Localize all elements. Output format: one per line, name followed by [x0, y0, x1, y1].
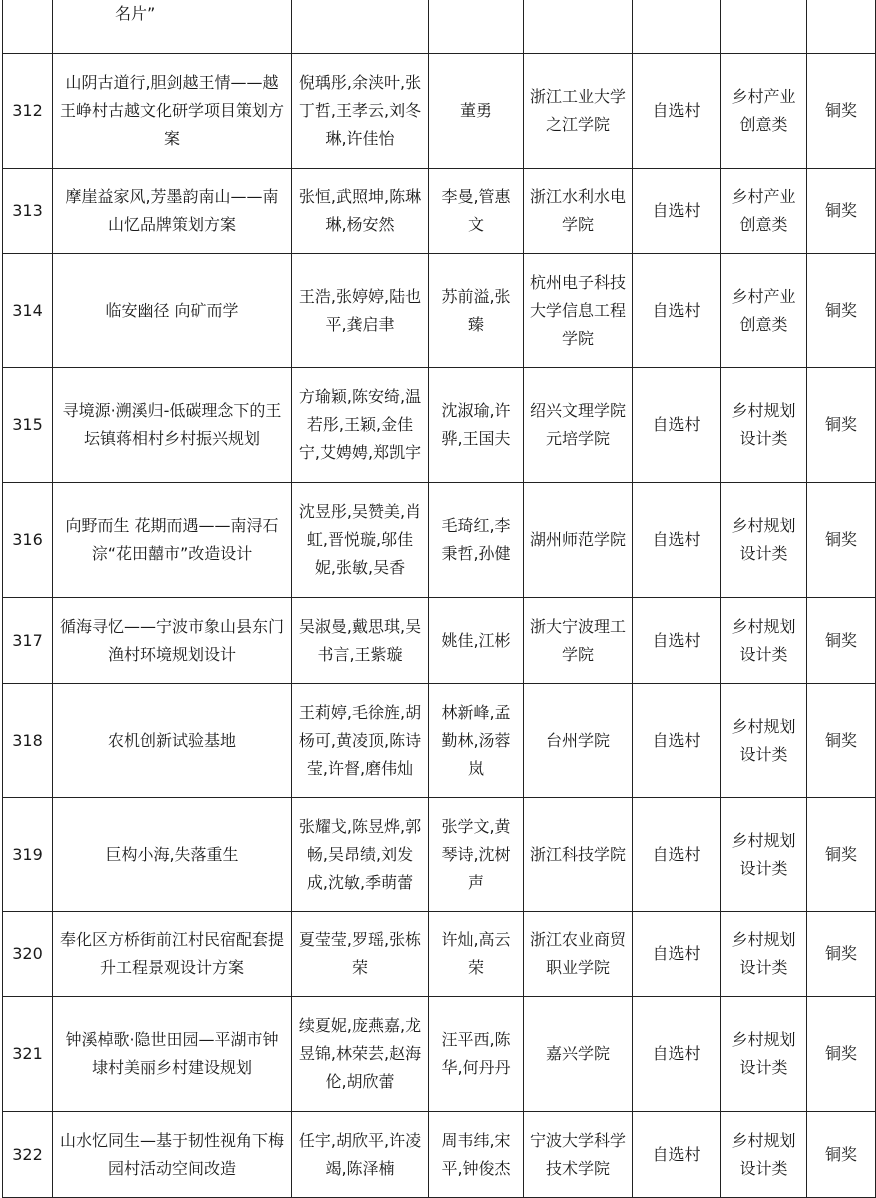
teachers-cell: 周韦纬,宋平,钟俊杰 — [429, 1112, 524, 1198]
school-cell: 宁波大学科学技术学院 — [524, 1112, 633, 1198]
category-cell: 乡村规划设计类 — [721, 912, 807, 997]
school-cell — [524, 0, 633, 54]
category-cell: 乡村规划设计类 — [721, 798, 807, 912]
prize-cell: 铜奖 — [807, 54, 876, 169]
project-title-cell: 寻境源·溯溪归-低碳理念下的王坛镇蒋相村乡村振兴规划 — [53, 368, 292, 483]
table-row — [3, 254, 876, 368]
village-type-cell: 自选村 — [633, 54, 721, 169]
students-cell: 吴淑曼,戴思琪,吴书言,王紫璇 — [292, 598, 429, 684]
school-cell: 绍兴文理学院元培学院 — [524, 368, 633, 483]
category-cell: 乡村规划设计类 — [721, 997, 807, 1112]
row-number-cell: 319 — [3, 798, 53, 912]
table-row — [3, 684, 876, 798]
row-number-cell: 314 — [3, 254, 53, 368]
prize-cell: 铜奖 — [807, 368, 876, 483]
awards-table — [2, 0, 876, 1198]
row-number-cell: 321 — [3, 997, 53, 1112]
category-cell: 乡村规划设计类 — [721, 368, 807, 483]
teachers-cell: 许灿,高云荣 — [429, 912, 524, 997]
project-title-cell: 奉化区方桥街前江村民宿配套提升工程景观设计方案 — [53, 912, 292, 997]
category-cell: 乡村产业创意类 — [721, 169, 807, 254]
school-cell: 浙大宁波理工学院 — [524, 598, 633, 684]
students-cell: 方瑜颖,陈安绮,温若彤,王颖,金佳宁,艾娉娉,郑凯宇 — [292, 368, 429, 483]
teachers-cell: 汪平西,陈华,何丹丹 — [429, 997, 524, 1112]
row-number-cell: 312 — [3, 54, 53, 169]
school-cell: 台州学院 — [524, 684, 633, 798]
prize-cell: 铜奖 — [807, 684, 876, 798]
students-cell: 沈昱彤,吴赞美,肖虹,晋悦璇,邬佳妮,张敏,吴香 — [292, 483, 429, 598]
students-cell — [292, 0, 429, 54]
village-type-cell: 自选村 — [633, 684, 721, 798]
project-title-cell: 循海寻忆——宁波市象山县东门渔村环境规划设计 — [53, 598, 292, 684]
students-cell: 倪瑀彤,余浃叶,张丁哲,王孝云,刘冬琳,许佳怡 — [292, 54, 429, 169]
prize-cell: 铜奖 — [807, 254, 876, 368]
school-cell: 嘉兴学院 — [524, 997, 633, 1112]
village-type-cell: 自选村 — [633, 483, 721, 598]
school-cell: 浙江水利水电学院 — [524, 169, 633, 254]
village-type-cell: 自选村 — [633, 1112, 721, 1198]
table-row — [3, 483, 876, 598]
project-title-cell: 农机创新试验基地 — [53, 684, 292, 798]
teachers-cell: 苏前溢,张臻 — [429, 254, 524, 368]
table-row — [3, 1112, 876, 1198]
students-cell: 王莉婷,毛徐旌,胡杨可,黄凌顶,陈诗莹,许督,磨伟灿 — [292, 684, 429, 798]
table-row — [3, 598, 876, 684]
prize-cell: 铜奖 — [807, 912, 876, 997]
table-row — [3, 997, 876, 1112]
category-cell: 乡村规划设计类 — [721, 598, 807, 684]
prize-cell: 铜奖 — [807, 1112, 876, 1198]
project-title-cell: 巨构小海,失落重生 — [53, 798, 292, 912]
teachers-cell: 董勇 — [429, 54, 524, 169]
table-row — [3, 798, 876, 912]
table-row — [3, 912, 876, 997]
students-cell: 夏莹莹,罗瑶,张栋荣 — [292, 912, 429, 997]
teachers-cell: 李曼,管惠文 — [429, 169, 524, 254]
school-cell: 湖州师范学院 — [524, 483, 633, 598]
row-number-cell — [3, 0, 53, 54]
row-number-cell: 318 — [3, 684, 53, 798]
prize-cell: 铜奖 — [807, 169, 876, 254]
table-row — [3, 368, 876, 483]
category-cell: 乡村规划设计类 — [721, 684, 807, 798]
row-number-cell: 320 — [3, 912, 53, 997]
table-row — [3, 169, 876, 254]
village-type-cell: 自选村 — [633, 169, 721, 254]
project-title-cell: 临安幽径 向矿而学 — [53, 254, 292, 368]
teachers-cell: 林新峰,孟勤林,汤蓉岚 — [429, 684, 524, 798]
row-number-cell: 313 — [3, 169, 53, 254]
students-cell: 张耀戈,陈昱烨,郭畅,吴昂绩,刘发成,沈敏,季萌蕾 — [292, 798, 429, 912]
prize-cell: 铜奖 — [807, 798, 876, 912]
village-type-cell — [633, 0, 721, 54]
school-cell: 浙江科技学院 — [524, 798, 633, 912]
students-cell: 任宇,胡欣平,许凌竭,陈泽楠 — [292, 1112, 429, 1198]
village-type-cell: 自选村 — [633, 798, 721, 912]
teachers-cell — [429, 0, 524, 54]
project-title-cell: 山水忆同生—基于韧性视角下梅园村活动空间改造 — [53, 1112, 292, 1198]
school-cell: 浙江工业大学之江学院 — [524, 54, 633, 169]
students-cell: 续夏妮,庞燕嘉,龙昱锦,林荣芸,赵海伦,胡欣蕾 — [292, 997, 429, 1112]
village-type-cell: 自选村 — [633, 997, 721, 1112]
prize-cell: 铜奖 — [807, 598, 876, 684]
teachers-cell: 沈淑瑜,许骅,王国夫 — [429, 368, 524, 483]
category-cell — [721, 0, 807, 54]
row-number-cell: 322 — [3, 1112, 53, 1198]
students-cell: 王浩,张婷婷,陆也平,龚启聿 — [292, 254, 429, 368]
table-row — [3, 0, 876, 54]
project-title-cell: 名片” — [53, 0, 292, 54]
village-type-cell: 自选村 — [633, 368, 721, 483]
project-title-cell: 钟溪棹歌·隐世田园—平湖市钟埭村美丽乡村建设规划 — [53, 997, 292, 1112]
row-number-cell: 315 — [3, 368, 53, 483]
category-cell: 乡村规划设计类 — [721, 1112, 807, 1198]
village-type-cell: 自选村 — [633, 598, 721, 684]
project-title-cell: 摩崖益家风,芳墨韵南山——南山忆品牌策划方案 — [53, 169, 292, 254]
prize-cell: 铜奖 — [807, 483, 876, 598]
prize-cell — [807, 0, 876, 54]
table-row — [3, 54, 876, 169]
project-title-cell: 向野而生 花期而遇——南浔石淙“花田囍市”改造设计 — [53, 483, 292, 598]
teachers-cell: 姚佳,江彬 — [429, 598, 524, 684]
category-cell: 乡村产业创意类 — [721, 54, 807, 169]
prize-cell: 铜奖 — [807, 997, 876, 1112]
category-cell: 乡村规划设计类 — [721, 483, 807, 598]
village-type-cell: 自选村 — [633, 912, 721, 997]
row-number-cell: 316 — [3, 483, 53, 598]
row-number-cell: 317 — [3, 598, 53, 684]
school-cell: 杭州电子科技大学信息工程学院 — [524, 254, 633, 368]
teachers-cell: 毛琦红,李秉哲,孙健 — [429, 483, 524, 598]
category-cell: 乡村产业创意类 — [721, 254, 807, 368]
school-cell: 浙江农业商贸职业学院 — [524, 912, 633, 997]
teachers-cell: 张学文,黄琴诗,沈树声 — [429, 798, 524, 912]
students-cell: 张恒,武照坤,陈琳琳,杨安然 — [292, 169, 429, 254]
project-title-cell: 山阴古道行,胆剑越王情——越王峥村古越文化研学项目策划方案 — [53, 54, 292, 169]
village-type-cell: 自选村 — [633, 254, 721, 368]
